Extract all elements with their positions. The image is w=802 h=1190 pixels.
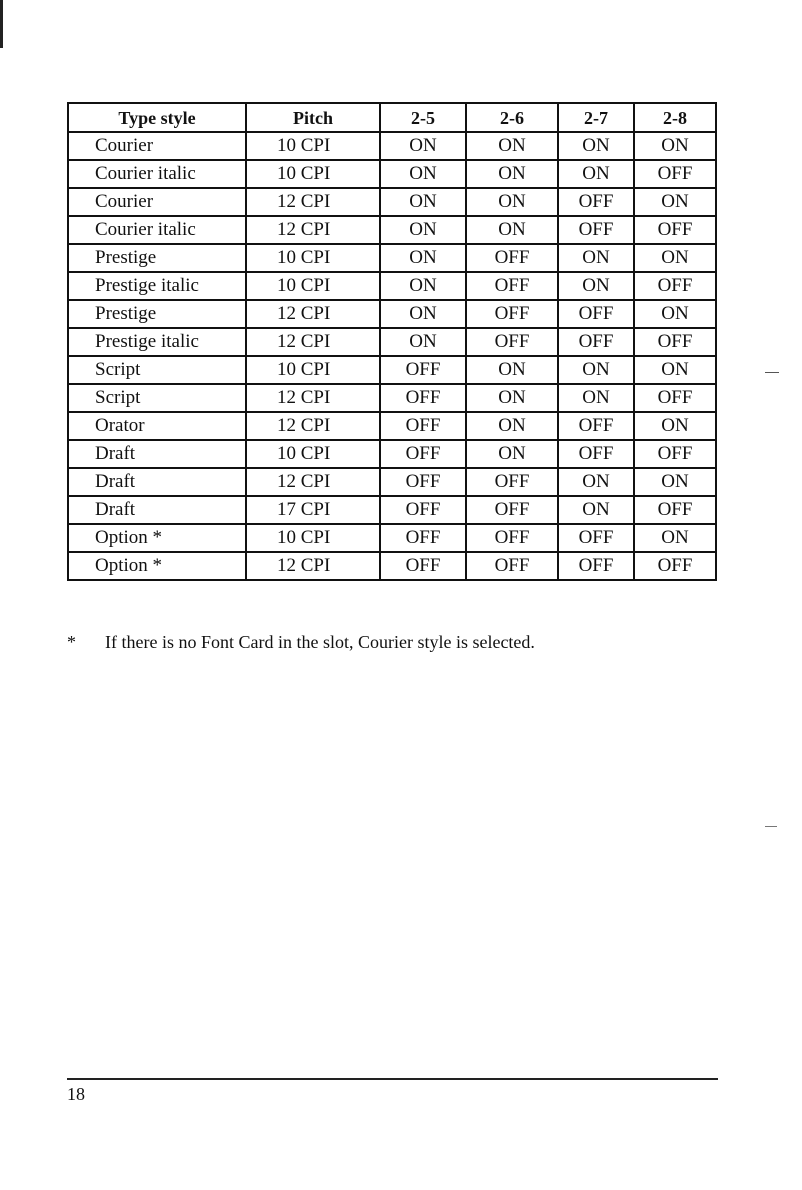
switch-2-7-cell: OFF <box>558 440 634 468</box>
switch-2-7-cell: OFF <box>558 524 634 552</box>
table-row <box>68 552 716 580</box>
switch-2-7-cell: OFF <box>558 188 634 216</box>
switch-2-6-cell: ON <box>466 356 558 384</box>
switch-2-6-cell: OFF <box>466 496 558 524</box>
pitch-cell: 10 CPI <box>246 132 380 160</box>
switch-2-8-cell: ON <box>634 188 716 216</box>
switch-2-8-cell: OFF <box>634 496 716 524</box>
type-style-cell: Script <box>68 384 246 412</box>
switch-2-7-cell: ON <box>558 496 634 524</box>
pitch-cell: 10 CPI <box>246 272 380 300</box>
table-row <box>68 356 716 384</box>
switch-2-7-cell: ON <box>558 384 634 412</box>
scan-edge-mark <box>0 0 3 48</box>
type-style-cell: Prestige <box>68 244 246 272</box>
switch-2-6-cell: OFF <box>466 468 558 496</box>
switch-2-5-cell: OFF <box>380 496 466 524</box>
switch-2-6-cell: OFF <box>466 552 558 580</box>
pitch-cell: 12 CPI <box>246 468 380 496</box>
pitch-cell: 10 CPI <box>246 244 380 272</box>
header-switch-2-6: 2-6 <box>466 103 558 132</box>
switch-2-5-cell: ON <box>380 216 466 244</box>
switch-2-7-cell: ON <box>558 468 634 496</box>
type-style-cell: Courier <box>68 188 246 216</box>
switch-2-5-cell: OFF <box>380 384 466 412</box>
type-style-cell: Orator <box>68 412 246 440</box>
pitch-cell: 12 CPI <box>246 300 380 328</box>
switch-2-7-cell: ON <box>558 160 634 188</box>
switch-2-6-cell: ON <box>466 160 558 188</box>
pitch-cell: 12 CPI <box>246 552 380 580</box>
header-type-style: Type style <box>68 103 246 132</box>
pitch-cell: 10 CPI <box>246 356 380 384</box>
switch-2-8-cell: ON <box>634 524 716 552</box>
switch-2-5-cell: OFF <box>380 524 466 552</box>
scan-edge-dash <box>765 826 777 827</box>
switch-2-6-cell: ON <box>466 440 558 468</box>
type-style-cell: Draft <box>68 440 246 468</box>
table-row <box>68 244 716 272</box>
switch-2-6-cell: OFF <box>466 272 558 300</box>
pitch-cell: 10 CPI <box>246 160 380 188</box>
switch-2-8-cell: ON <box>634 356 716 384</box>
table-row <box>68 412 716 440</box>
dip-switch-font-table <box>67 102 717 581</box>
table-row <box>68 272 716 300</box>
switch-2-6-cell: ON <box>466 384 558 412</box>
type-style-cell: Courier italic <box>68 216 246 244</box>
switch-2-8-cell: ON <box>634 412 716 440</box>
table-row <box>68 216 716 244</box>
switch-2-7-cell: OFF <box>558 552 634 580</box>
type-style-cell: Draft <box>68 468 246 496</box>
type-style-cell: Option * <box>68 552 246 580</box>
switch-2-6-cell: ON <box>466 188 558 216</box>
table-row <box>68 132 716 160</box>
switch-2-8-cell: ON <box>634 468 716 496</box>
table-footnote <box>67 632 535 653</box>
switch-2-5-cell: ON <box>380 272 466 300</box>
table-row <box>68 468 716 496</box>
switch-2-7-cell: OFF <box>558 412 634 440</box>
switch-2-6-cell: OFF <box>466 244 558 272</box>
pitch-cell: 17 CPI <box>246 496 380 524</box>
type-style-cell: Prestige italic <box>68 272 246 300</box>
switch-2-6-cell: OFF <box>466 300 558 328</box>
switch-2-5-cell: OFF <box>380 468 466 496</box>
switch-2-7-cell: ON <box>558 356 634 384</box>
switch-2-6-cell: OFF <box>466 328 558 356</box>
table-row <box>68 300 716 328</box>
switch-2-7-cell: OFF <box>558 300 634 328</box>
page-number: 18 <box>67 1084 85 1104</box>
table-row <box>68 384 716 412</box>
pitch-cell: 12 CPI <box>246 188 380 216</box>
header-switch-2-7: 2-7 <box>558 103 634 132</box>
switch-2-5-cell: ON <box>380 188 466 216</box>
footer-divider <box>67 1078 718 1080</box>
switch-2-8-cell: OFF <box>634 216 716 244</box>
switch-2-7-cell: ON <box>558 272 634 300</box>
type-style-cell: Prestige italic <box>68 328 246 356</box>
switch-2-8-cell: ON <box>634 300 716 328</box>
switch-2-8-cell: OFF <box>634 328 716 356</box>
switch-2-5-cell: ON <box>380 244 466 272</box>
table-header-row <box>68 103 716 132</box>
type-style-cell: Courier italic <box>68 160 246 188</box>
switch-2-8-cell: OFF <box>634 160 716 188</box>
switch-2-7-cell: ON <box>558 132 634 160</box>
table-row <box>68 524 716 552</box>
header-pitch: Pitch <box>246 103 380 132</box>
switch-2-5-cell: OFF <box>380 356 466 384</box>
switch-2-5-cell: OFF <box>380 552 466 580</box>
footnote-marker: * <box>67 632 76 652</box>
pitch-cell: 10 CPI <box>246 524 380 552</box>
pitch-cell: 10 CPI <box>246 440 380 468</box>
switch-2-8-cell: OFF <box>634 552 716 580</box>
switch-2-8-cell: OFF <box>634 272 716 300</box>
switch-2-7-cell: OFF <box>558 328 634 356</box>
switch-2-8-cell: ON <box>634 244 716 272</box>
switch-2-6-cell: ON <box>466 412 558 440</box>
type-style-cell: Draft <box>68 496 246 524</box>
pitch-cell: 12 CPI <box>246 328 380 356</box>
switch-2-6-cell: OFF <box>466 524 558 552</box>
switch-2-6-cell: ON <box>466 132 558 160</box>
scan-edge-dash <box>765 372 779 373</box>
pitch-cell: 12 CPI <box>246 384 380 412</box>
header-switch-2-5: 2-5 <box>380 103 466 132</box>
switch-2-6-cell: ON <box>466 216 558 244</box>
switch-2-5-cell: ON <box>380 328 466 356</box>
table-row <box>68 496 716 524</box>
switch-2-7-cell: OFF <box>558 216 634 244</box>
type-style-cell: Prestige <box>68 300 246 328</box>
switch-2-5-cell: ON <box>380 132 466 160</box>
header-switch-2-8: 2-8 <box>634 103 716 132</box>
switch-2-8-cell: OFF <box>634 384 716 412</box>
pitch-cell: 12 CPI <box>246 216 380 244</box>
table-row <box>68 440 716 468</box>
table-row <box>68 328 716 356</box>
footnote-text: If there is no Font Card in the slot, Courier style is selected. <box>105 632 535 652</box>
switch-2-8-cell: OFF <box>634 440 716 468</box>
switch-2-5-cell: OFF <box>380 440 466 468</box>
type-style-cell: Option * <box>68 524 246 552</box>
table-row <box>68 188 716 216</box>
type-style-cell: Courier <box>68 132 246 160</box>
switch-2-8-cell: ON <box>634 132 716 160</box>
switch-2-5-cell: OFF <box>380 412 466 440</box>
switch-2-5-cell: ON <box>380 160 466 188</box>
switch-2-7-cell: ON <box>558 244 634 272</box>
pitch-cell: 12 CPI <box>246 412 380 440</box>
table-row <box>68 160 716 188</box>
type-style-cell: Script <box>68 356 246 384</box>
switch-2-5-cell: ON <box>380 300 466 328</box>
